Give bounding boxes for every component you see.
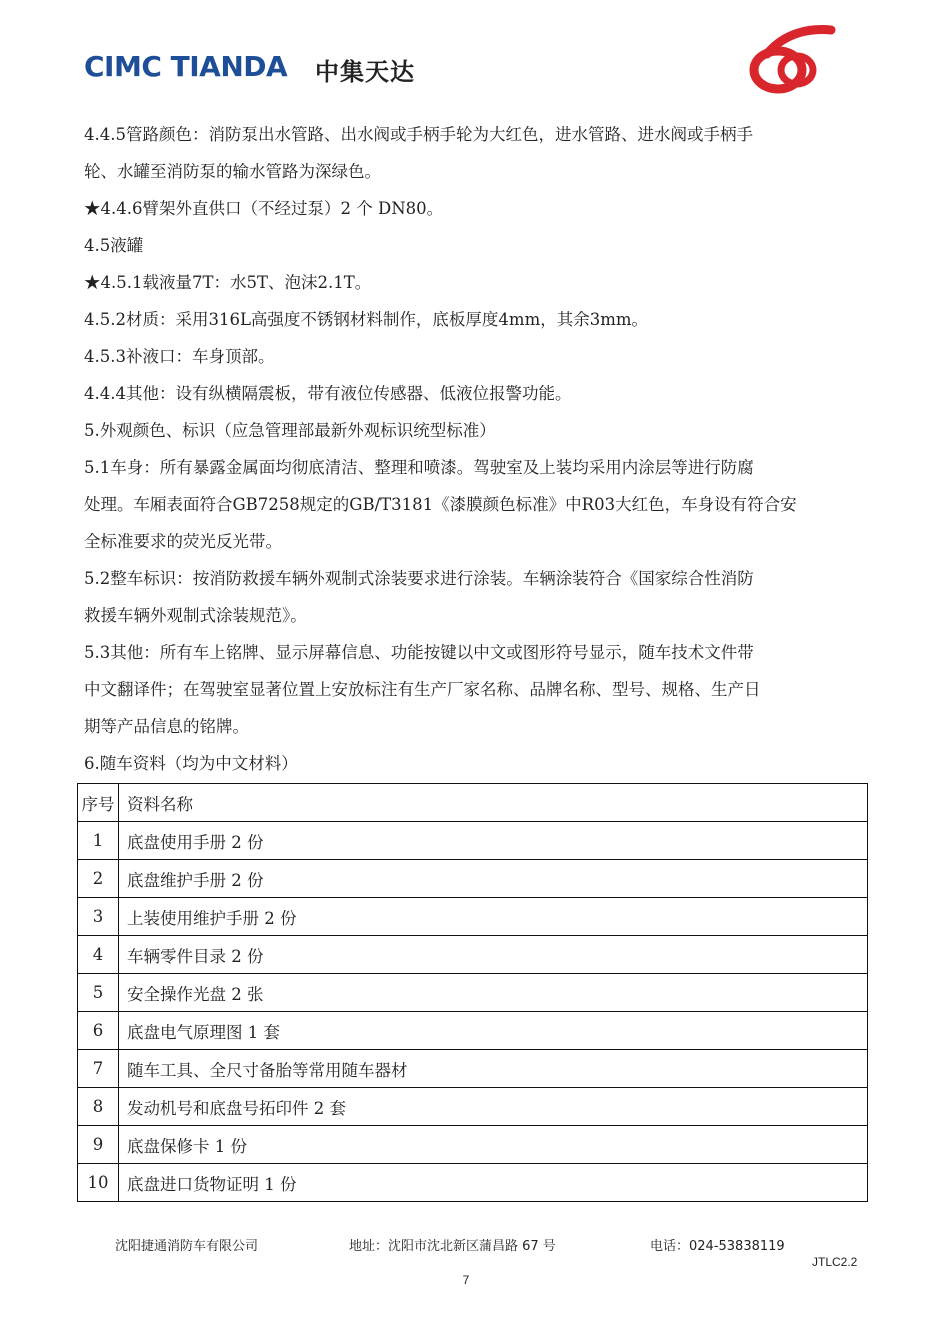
row-document-name: 安全操作光盘 2 张	[119, 974, 868, 1012]
table-row	[78, 1126, 868, 1164]
body-line: 全标准要求的荧光反光带。	[84, 532, 282, 551]
company-logo-icon	[745, 24, 837, 96]
table-row	[78, 822, 868, 860]
body-line: 5.1车身：所有暴露金属面均彻底清洁、整理和喷漆。驾驶室及上装均采用内涂层等进行防腐	[84, 458, 754, 477]
body-line: 5.3其他：所有车上铭牌、显示屏幕信息、功能按键以中文或图形符号显示，随车技术文件带	[84, 643, 754, 662]
section-heading: 5.外观颜色、标识（应急管理部最新外观标识统型标准）	[84, 421, 496, 440]
row-number: 4	[78, 936, 119, 974]
table-row	[78, 1088, 868, 1126]
table-row	[78, 898, 868, 936]
body-line: 4.4.4其他：设有纵横隔震板，带有液位传感器、低液位报警功能。	[84, 384, 572, 403]
column-header-number: 序号	[78, 784, 119, 822]
row-number: 7	[78, 1050, 119, 1088]
body-line: 4.4.5管路颜色：消防泵出水管路、出水阀或手柄手轮为大红色，进水管路、进水阀或手柄手	[84, 125, 753, 144]
document-body	[84, 116, 874, 782]
table-row	[78, 1164, 868, 1202]
row-document-name: 发动机号和底盘号拓印件 2 套	[119, 1088, 868, 1126]
body-line: 4.5.3补液口：车身顶部。	[84, 347, 275, 366]
row-document-name: 底盘维护手册 2 份	[119, 860, 868, 898]
row-number: 1	[78, 822, 119, 860]
body-line: 轮、水罐至消防泵的输水管路为深绿色。	[84, 162, 381, 181]
documents-table	[77, 783, 868, 1202]
body-line: 5.2整车标识：按消防救援车辆外观制式涂装要求进行涂装。车辆涂装符合《国家综合性消防	[84, 569, 754, 588]
document-code: JTLC2.2	[812, 1255, 858, 1269]
body-line: ★4.4.6臂架外直供口（不经过泵）2 个 DN80。	[84, 199, 444, 218]
table-row	[78, 1050, 868, 1088]
brand-name-english: CIMC TIANDA	[84, 50, 288, 83]
body-line: 处理。车厢表面符合GB7258规定的GB/T3181《漆膜颜色标准》中R03大红色，车身设有符合安	[84, 495, 797, 514]
row-document-name: 底盘进口货物证明 1 份	[119, 1164, 868, 1202]
row-number: 5	[78, 974, 119, 1012]
table-row	[78, 860, 868, 898]
page-header	[0, 0, 945, 110]
row-number: 10	[78, 1164, 119, 1202]
row-document-name: 随车工具、全尺寸备胎等常用随车器材	[119, 1050, 868, 1088]
row-document-name: 底盘保修卡 1 份	[119, 1126, 868, 1164]
row-number: 2	[78, 860, 119, 898]
body-line: ★4.5.1载液量7T：水5T、泡沫2.1T。	[84, 273, 372, 292]
body-line: 期等产品信息的铭牌。	[84, 717, 249, 736]
brand-name-chinese: 中集天达	[315, 58, 415, 86]
table-row	[78, 1012, 868, 1050]
row-document-name: 上装使用维护手册 2 份	[119, 898, 868, 936]
row-number: 9	[78, 1126, 119, 1164]
table-row	[78, 974, 868, 1012]
body-line: 4.5.2材质：采用316L高强度不锈钢材料制作，底板厚度4mm，其余3mm。	[84, 310, 649, 329]
footer-phone: 电话：024-53838119	[650, 1239, 785, 1254]
page-number: 7	[462, 1273, 470, 1287]
body-line: 中文翻译件；在驾驶室显著位置上安放标注有生产厂家名称、品牌名称、型号、规格、生产日	[84, 680, 761, 699]
row-document-name: 车辆零件目录 2 份	[119, 936, 868, 974]
table-row	[78, 936, 868, 974]
footer-company: 沈阳捷通消防车有限公司	[115, 1239, 259, 1254]
row-document-name: 底盘使用手册 2 份	[119, 822, 868, 860]
table-header-row	[78, 784, 868, 822]
footer-address: 地址：沈阳市沈北新区蒲昌路 67 号	[349, 1239, 556, 1254]
column-header-name: 资料名称	[119, 784, 868, 822]
row-number: 8	[78, 1088, 119, 1126]
row-number: 6	[78, 1012, 119, 1050]
section-heading: 4.5液罐	[84, 236, 144, 255]
row-document-name: 底盘电气原理图 1 套	[119, 1012, 868, 1050]
section-heading: 6.随车资料（均为中文材料）	[84, 754, 298, 773]
body-line: 救援车辆外观制式涂装规范》。	[84, 606, 307, 625]
row-number: 3	[78, 898, 119, 936]
